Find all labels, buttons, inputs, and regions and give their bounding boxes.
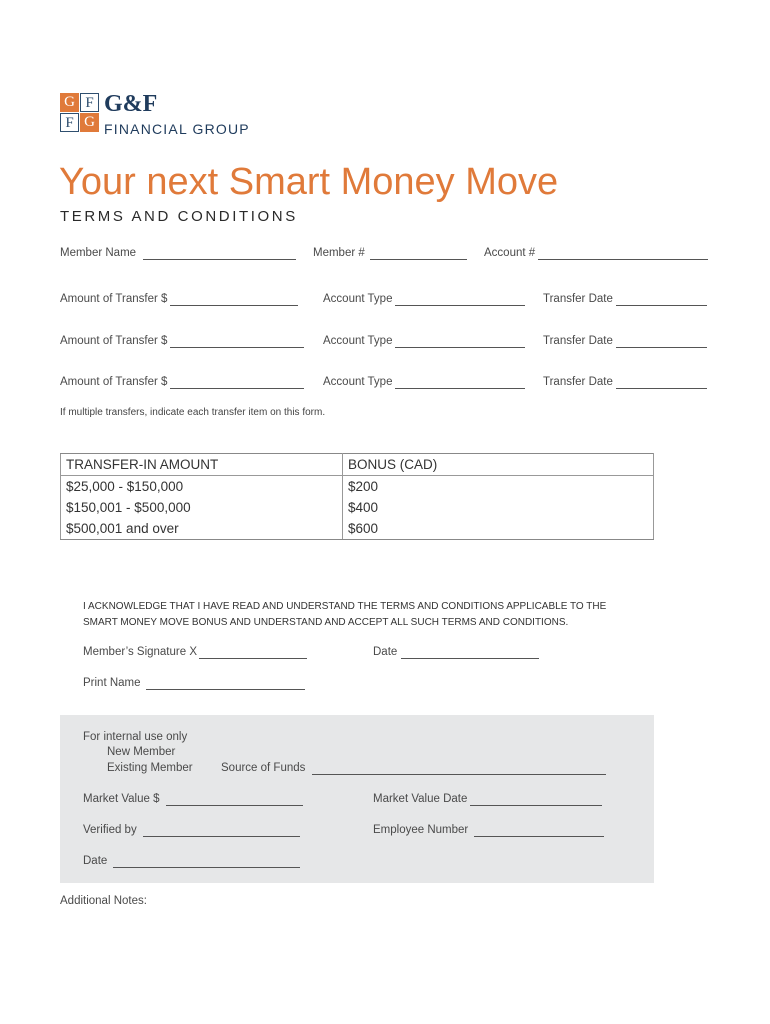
market-value-label: Market Value $ [83, 793, 160, 805]
table-cell: $200 [343, 476, 654, 498]
table-header-row [61, 454, 654, 476]
amount-of-transfer-field[interactable] [170, 388, 304, 389]
member-signature-field[interactable] [199, 658, 307, 659]
table-cell: $500,001 and over [61, 518, 343, 540]
member-name-field[interactable] [143, 259, 296, 260]
account-number-field[interactable] [538, 259, 708, 260]
page-subtitle: TERMS AND CONDITIONS [60, 208, 298, 225]
account-type-label: Account Type [323, 376, 393, 388]
logo-tile: G [80, 113, 99, 132]
amount-of-transfer-label: Amount of Transfer $ [60, 335, 168, 347]
transfer-date-label: Transfer Date [543, 335, 613, 347]
internal-date-label: Date [83, 855, 108, 867]
signature-date-field[interactable] [401, 658, 539, 659]
transfer-date-field[interactable] [616, 347, 707, 348]
member-number-field[interactable] [370, 259, 467, 260]
logo-tile: F [80, 93, 99, 112]
acknowledgement-line: SMART MONEY MOVE BONUS AND UNDERSTAND AND ACCEPT ALL SUCH TERMS AND CONDITIONS. [83, 617, 569, 628]
table-header-cell: BONUS (CAD) [343, 454, 654, 476]
amount-of-transfer-label: Amount of Transfer $ [60, 293, 168, 305]
amount-of-transfer-field[interactable] [170, 347, 304, 348]
source-of-funds-label: Source of Funds [221, 762, 306, 774]
internal-date-field[interactable] [113, 867, 300, 868]
logo-group-name: FINANCIAL GROUP [104, 121, 250, 137]
amount-of-transfer-field[interactable] [170, 305, 298, 306]
internal-use-heading: For internal use only [83, 731, 188, 743]
table-cell: $150,001 - $500,000 [61, 497, 343, 518]
gf-logo [60, 93, 260, 139]
transfer-date-field[interactable] [616, 388, 707, 389]
member-name-label: Member Name [60, 247, 137, 259]
table-cell: $25,000 - $150,000 [61, 476, 343, 498]
transfer-date-label: Transfer Date [543, 376, 613, 388]
verified-by-field[interactable] [143, 836, 300, 837]
member-signature-label: Member’s Signature X [83, 646, 197, 658]
member-number-label: Member # [313, 247, 365, 259]
table-row [61, 497, 654, 518]
table-header-cell: TRANSFER-IN AMOUNT [61, 454, 343, 476]
additional-notes-label: Additional Notes: [60, 895, 147, 907]
acknowledgement-text [83, 599, 643, 631]
bonus-table [60, 453, 654, 540]
transfer-date-label: Transfer Date [543, 293, 613, 305]
source-of-funds-field[interactable] [312, 774, 606, 775]
account-type-field[interactable] [395, 388, 525, 389]
signature-date-label: Date [373, 646, 398, 658]
account-type-field[interactable] [395, 305, 525, 306]
print-name-field[interactable] [146, 689, 305, 690]
account-type-field[interactable] [395, 347, 525, 348]
table-row [61, 476, 654, 498]
print-name-label: Print Name [83, 677, 141, 689]
market-value-date-field[interactable] [470, 805, 602, 806]
account-type-label: Account Type [323, 293, 393, 305]
new-member-option[interactable]: New Member [107, 746, 176, 758]
market-value-field[interactable] [166, 805, 303, 806]
account-number-label: Account # [484, 247, 536, 259]
table-row [61, 518, 654, 540]
logo-brand: G&F [104, 91, 158, 117]
page-title: Your next Smart Money Move [59, 161, 559, 203]
table-cell: $400 [343, 497, 654, 518]
logo-tile: F [60, 113, 79, 132]
verified-by-label: Verified by [83, 824, 137, 836]
account-type-label: Account Type [323, 335, 393, 347]
table-cell: $600 [343, 518, 654, 540]
employee-number-label: Employee Number [373, 824, 469, 836]
transfer-date-field[interactable] [616, 305, 707, 306]
market-value-date-label: Market Value Date [373, 793, 468, 805]
multiple-transfers-note: If multiple transfers, indicate each transfer item on this form. [60, 407, 326, 418]
logo-tile: G [60, 93, 79, 112]
acknowledgement-line: I ACKNOWLEDGE THAT I HAVE READ AND UNDERSTAND THE TERMS AND CONDITIONS APPLICABLE TO THE [83, 601, 607, 612]
amount-of-transfer-label: Amount of Transfer $ [60, 376, 168, 388]
existing-member-option[interactable]: Existing Member [107, 762, 193, 774]
employee-number-field[interactable] [474, 836, 604, 837]
